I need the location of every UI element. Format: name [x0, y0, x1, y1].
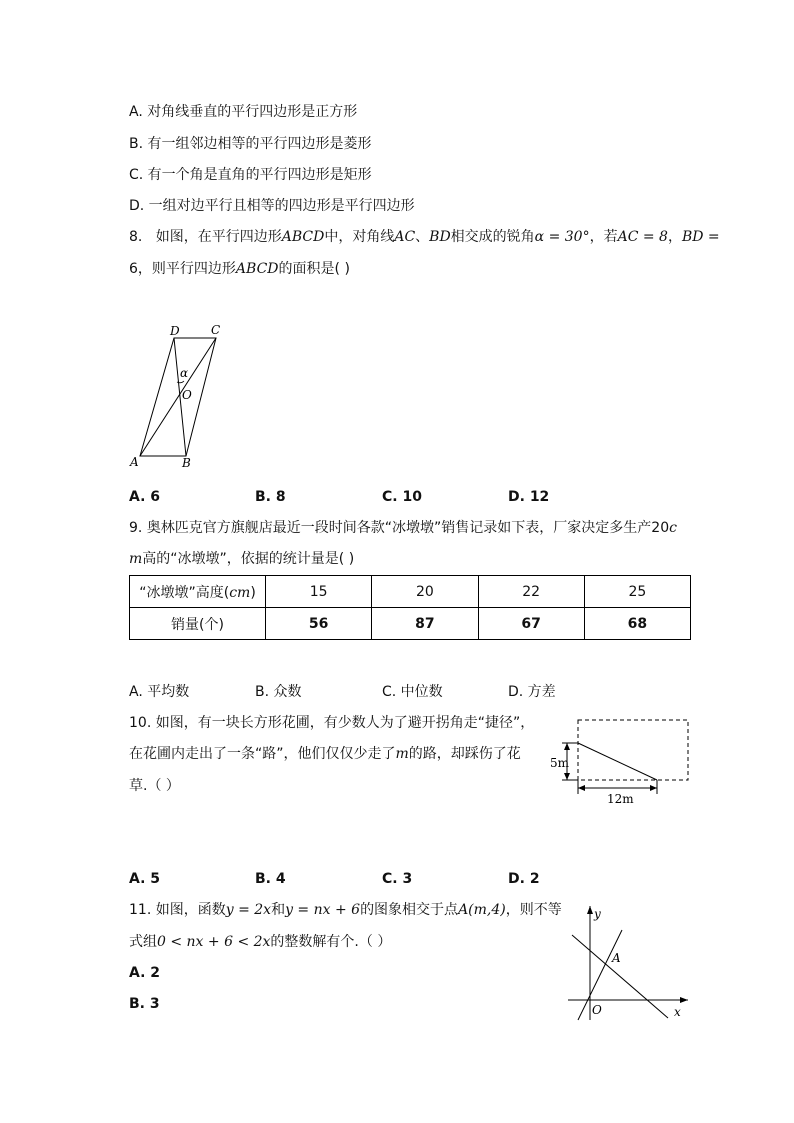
q10-option-a[interactable]: A. 5: [129, 871, 161, 887]
q9-sales-table: [129, 575, 691, 640]
q11-point: A(m,4): [458, 902, 506, 918]
q11-text: 式组: [129, 934, 157, 950]
q7-option-d[interactable]: D. 一组对边平行且相等的四边形是平行四边形: [129, 198, 415, 214]
q10-garden-figure: [545, 710, 695, 810]
q7-option-b[interactable]: B. 有一组邻边相等的平行四边形是菱形: [129, 136, 372, 152]
q9-option-c[interactable]: C. 中位数: [382, 684, 443, 700]
table-cell: 25: [584, 576, 690, 608]
table-cell: 87: [372, 608, 478, 640]
q10-stem-line3: 草.（ ）: [129, 778, 180, 794]
label-a: A: [612, 951, 621, 965]
arrow-right: [650, 785, 657, 791]
q9-text: 高的“冰墩墩”，依据的统计量是( ): [142, 551, 355, 567]
q8-sep: 、: [415, 229, 430, 245]
label-c: C: [211, 323, 221, 337]
q8-text: ，若: [589, 229, 618, 245]
q8-bd-eq: BD =: [681, 229, 720, 245]
label-5m: 5m: [550, 756, 570, 770]
line-y-nx6: [572, 935, 668, 1018]
q10-text: 的路，却踩伤了花: [408, 746, 521, 762]
q8-parallelogram-figure: [120, 318, 240, 478]
label-b: B: [182, 456, 191, 470]
label-a: A: [130, 455, 139, 469]
q8-ac-eq: AC = 8: [617, 229, 668, 245]
q8-bd: BD: [429, 229, 451, 245]
q9-option-a[interactable]: A. 平均数: [129, 684, 190, 700]
q11-text: 的整数解有个.（ ）: [270, 934, 392, 950]
label-alpha: α: [180, 366, 189, 380]
q10-text: 在花圃内走出了一条“路”，他们仅仅少走了: [129, 746, 396, 762]
table-cell: 67: [478, 608, 584, 640]
q8-abcd: ABCD: [281, 229, 325, 245]
path-line: [578, 743, 657, 780]
y-axis-arrow: [587, 906, 593, 914]
table-cell: 22: [478, 576, 584, 608]
header-text: ): [250, 584, 256, 601]
arrow-down: [564, 773, 570, 780]
table-cell: 56: [266, 608, 372, 640]
q11-option-a[interactable]: A. 2: [129, 965, 161, 981]
label-d: D: [170, 324, 180, 338]
q10-stem-line2: [129, 744, 521, 764]
q9-text-unit: m: [129, 551, 143, 567]
q10-option-d[interactable]: D. 2: [508, 871, 540, 887]
q11-inequality: 0 < nx + 6 < 2x: [157, 934, 271, 950]
label-x: x: [674, 1005, 681, 1019]
q9-stem-line2: [129, 549, 354, 569]
q8-comma: ，: [667, 229, 682, 245]
q9-text: 9. 奥林匹克官方旗舰店最近一段时间各款“冰墩墩”销售记录如下表，厂家决定多生产20: [129, 520, 670, 536]
q8-text: 6，则平行四边形: [129, 261, 236, 277]
q8-text: 如图，在平行四边形: [155, 229, 282, 245]
q11-text: 的图象相交于点: [360, 902, 459, 918]
q8-option-b[interactable]: B. 8: [255, 489, 286, 505]
q11-f1: y = 2x: [225, 902, 272, 918]
header-text: “冰墩墩”高度(: [139, 584, 230, 601]
q8-text: 中，对角线: [324, 229, 395, 245]
q8-text: 的面积是( ): [278, 261, 350, 277]
q8-abcd: ABCD: [235, 261, 279, 277]
table-row: [130, 576, 691, 608]
q11-text: ，则不等: [505, 902, 562, 918]
q9-stem-line1: [129, 518, 677, 538]
q8-ac: AC: [394, 229, 416, 245]
q8-number: 8.: [129, 229, 143, 245]
diagonal-ac: [140, 338, 216, 456]
q10-option-b[interactable]: B. 4: [255, 871, 286, 887]
table-cell: 20: [372, 576, 478, 608]
q10-m: m: [395, 746, 409, 762]
q8-alpha-eq: α = 30°: [534, 229, 590, 245]
q11-text: 11. 如图，函数: [129, 902, 226, 918]
q11-stem-line2: [129, 932, 391, 952]
q11-f2: y = nx + 6: [285, 902, 361, 918]
q10-option-c[interactable]: C. 3: [382, 871, 413, 887]
q11-option-b[interactable]: B. 3: [129, 996, 160, 1012]
q8-stem-line2: [129, 259, 350, 279]
q8-text: 相交成的锐角: [450, 229, 535, 245]
q8-option-c[interactable]: C. 10: [382, 489, 422, 505]
arrow-up: [564, 743, 570, 750]
q9-option-d[interactable]: D. 方差: [508, 684, 556, 700]
label-12m: 12m: [607, 792, 634, 806]
q10-stem-line1: 10. 如图，有一块长方形花圃，有少数人为了避开拐角走“捷径”，: [129, 715, 535, 731]
label-o: O: [592, 1003, 602, 1017]
label-o: O: [182, 388, 192, 402]
q8-stem-line1: [129, 227, 720, 247]
q8-option-a[interactable]: A. 6: [129, 489, 161, 505]
q11-text: 和: [271, 902, 286, 918]
q11-stem-line1: [129, 900, 562, 920]
x-axis-arrow: [680, 997, 688, 1003]
table-row: [130, 608, 691, 640]
q7-option-a[interactable]: A. 对角线垂直的平行四边形是正方形: [129, 104, 358, 120]
q7-option-c[interactable]: C. 有一个角是直角的平行四边形是矩形: [129, 167, 372, 183]
table-cell: 68: [584, 608, 690, 640]
header-unit: cm: [229, 584, 251, 601]
table-header-height: [130, 576, 266, 608]
q9-option-b[interactable]: B. 众数: [255, 684, 302, 700]
q11-graph-figure: [560, 900, 700, 1025]
garden-rect: [578, 720, 688, 780]
q9-text-unit: c: [669, 520, 677, 536]
q8-option-d[interactable]: D. 12: [508, 489, 550, 505]
table-header-sales: 销量(个): [130, 608, 266, 640]
arrow-left: [578, 785, 585, 791]
label-y: y: [594, 907, 601, 921]
table-cell: 15: [266, 576, 372, 608]
